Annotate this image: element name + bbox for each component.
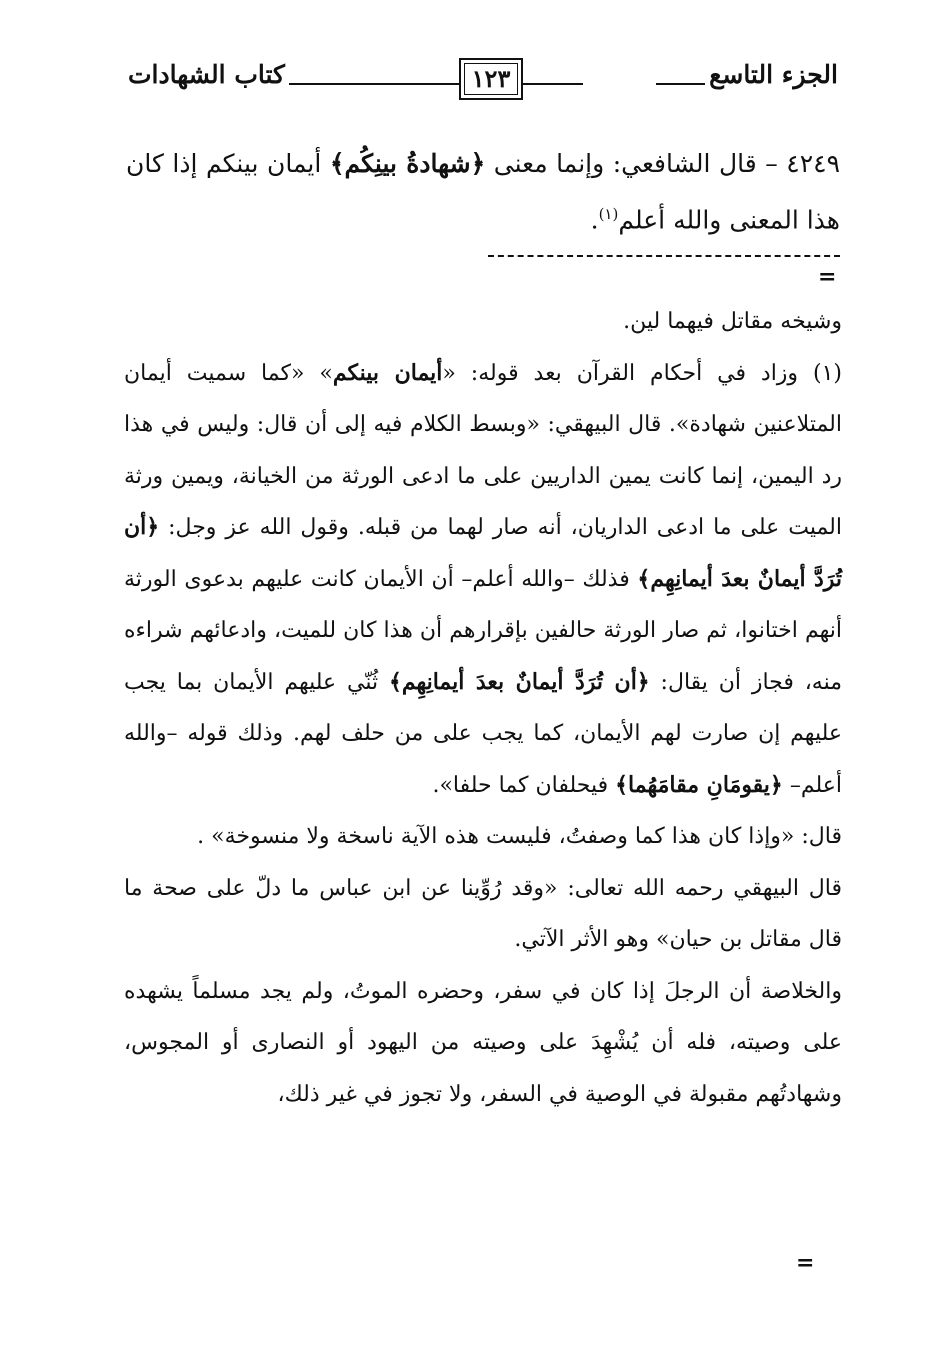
footnote-1-text-a: وزاد في أحكام القرآن بعد قوله: « — [442, 360, 799, 386]
paragraph-number: ٤٢٤٩ — [786, 149, 840, 178]
footnote-1-text-d: ثُنّي عليهم الأيمان بما يجب عليهم إن صارت لهم الأيمان، كما يجب على من حلف لهم. وذلك قوله –والله أعلم– — [124, 669, 842, 798]
continuation-mark-bottom: = — [796, 1250, 815, 1276]
page-number: ١٢٣ — [459, 58, 523, 100]
main-end-mark: . — [590, 205, 599, 235]
part-label: الجزء التاسع — [705, 60, 838, 89]
continuation-mark-top: = — [818, 264, 837, 290]
header-rule-left — [280, 83, 583, 85]
footnote-1-text-b: » «كما سميت أيمان المتلاعنين شهادة». قال البيهقي: «وبسط الكلام فيه إلى أن قال: وليس في هذا رد اليمين، إنما كانت يمين الداريين على ما ادعى الورثة من الخيانة، ويمين ورثة الميت على ما ادعى الداريان، أنه صار لهما من قبله. وقول الله عز وجل: — [124, 360, 842, 540]
footnote-carryover: وشيخه مقاتل فيهما لين. — [623, 309, 842, 334]
footnote-paragraph-3: قال البيهقي رحمه الله تعالى: «وقد رُوِّينا عن ابن عباس ما دلّ على صحة ما قال مقاتل بن حيان» وهو الأثر الآتي. — [124, 875, 842, 952]
quran-quote: ﴿شهادةُ بينِكُم﴾ — [329, 149, 486, 178]
footnote-1-quote-3: ﴿أن تُرَدَّ أيمانٌ بعدَ أيمانِهِم﴾ — [388, 668, 650, 695]
main-text-rest: أيمان بينكم إذا كان هذا المعنى والله أعلم — [126, 149, 840, 235]
footnote-1-quote-4: ﴿يقومَانِ مقامَهُما﴾ — [615, 771, 783, 798]
footnote-1-quote-2: ﴿أن تُرَدَّ أيمانٌ بعدَ أيمانِهِم﴾ — [124, 514, 843, 592]
footnote-1-quote-1: أيمان بينكم — [332, 359, 443, 386]
main-paragraph — [126, 138, 840, 245]
main-text — [126, 138, 840, 245]
footnote-paragraph-4: والخلاصة أن الرجلَ إذا كان في سفر، وحضره الموتُ، ولم يجد مسلماً يشهده على وصيته، فله أن يُشْهِدَ على وصيته من اليهود أو النصارى أو المجوس، وشهادتُهم مقبولة في الوصية في السفر، ولا تجوز في غير ذلك، — [124, 978, 842, 1107]
footnote-separator — [488, 255, 840, 257]
running-header — [128, 56, 838, 108]
footnote-reference: (١) — [598, 205, 619, 223]
footnote-1-text-c: فذلك –والله أعلم– أن الأيمان كانت عليهم بدعوى الورثة أنهم اختانوا، ثم صار الورثة حالفين بإقرارهم أن هذا كان للميت، وادعائهم شراءه منه، فجاز أن يقال: — [124, 566, 843, 695]
footnotes — [124, 296, 842, 1120]
book-title: كتاب الشهادات — [128, 60, 289, 89]
footnote-1 — [124, 348, 842, 812]
footnote-1-text-e: فيحلفان كما حلفا». — [432, 772, 609, 798]
footnote-paragraph-2: قال: «وإذا كان هذا كما وصفتُ، فليست هذه الآية ناسخة ولا منسوخة» . — [197, 824, 842, 849]
main-text-intro: – قال الشافعي: وإنما معنى — [493, 149, 778, 178]
footnote-1-number: (١) — [813, 360, 843, 386]
